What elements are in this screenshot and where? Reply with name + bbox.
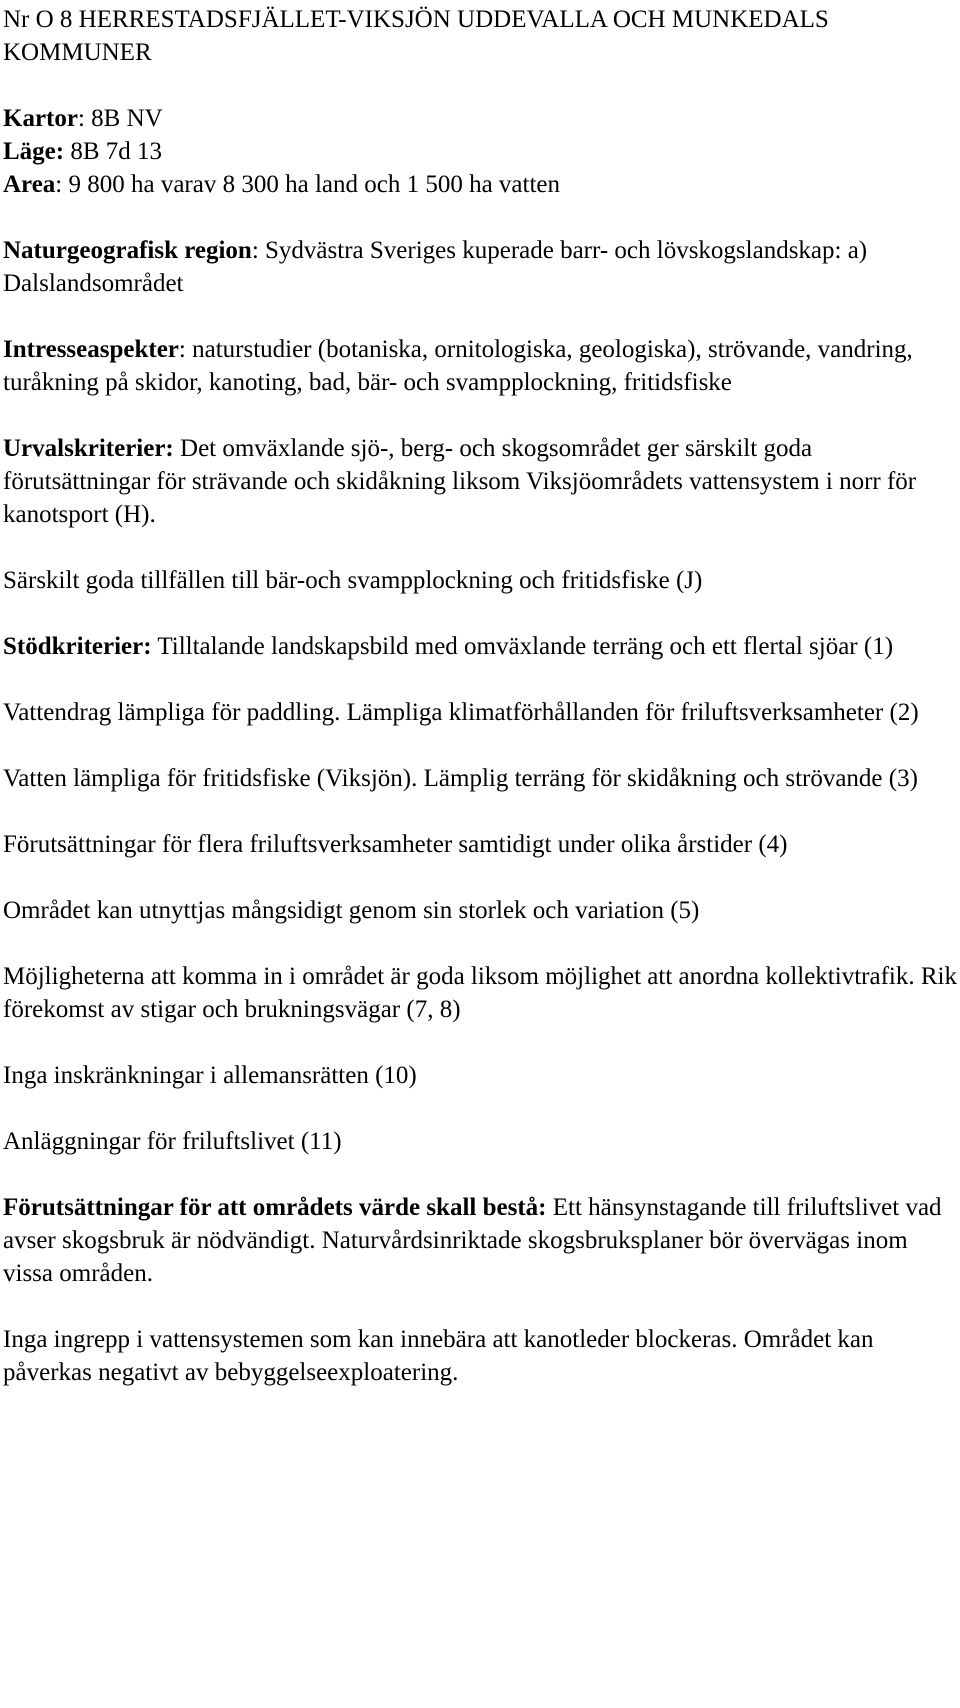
paragraph: Vattendrag lämpliga för paddling. Lämpliga klimatförhållanden för friluftsverksamheter (2)	[3, 699, 919, 726]
paragraph: Anläggningar för friluftslivet (11)	[3, 1128, 342, 1155]
paragraph: Möjligheterna att komma in i området är goda liksom möjlighet att anordna kollektivtrafik. Rik förekomst av stigar och brukningsvägar (7, 8)	[3, 963, 957, 1023]
kartor-line	[3, 102, 958, 135]
paragraph: Förutsättningar för flera friluftsverksamheter samtidigt under olika årstider (4)	[3, 831, 788, 858]
intresse-label: Intresseaspekter	[3, 336, 179, 363]
kartor-label: Kartor	[3, 105, 78, 132]
lage-line	[3, 135, 958, 168]
stod-paragraph	[3, 630, 958, 663]
paragraph: Inga inskränkningar i allemansrätten (10)	[3, 1062, 417, 1089]
meta-block	[3, 102, 958, 201]
area-line	[3, 168, 958, 201]
forutsattningar-value: Ett hänsynstagande till friluftslivet vad avser skogsbruk är nödvändigt. Naturvårdsinriktade skogsbruksplaner bör övervägas inom vissa områden.	[3, 1194, 942, 1287]
region-paragraph	[3, 234, 958, 300]
region-value: : Sydvästra Sveriges kuperade barr- och lövskogslandskap: a) Dalslandsområdet	[3, 237, 868, 297]
document-title: Nr O 8 HERRESTADSFJÄLLET-VIKSJÖN UDDEVALLA OCH MUNKEDALS KOMMUNER	[3, 6, 829, 66]
kartor-value: : 8B NV	[77, 105, 163, 132]
forutsattningar-label: Förutsättningar för att områdets värde skall bestå:	[3, 1194, 547, 1221]
urval-paragraph	[3, 432, 958, 531]
region-label: Naturgeografisk region	[3, 237, 252, 264]
document-page	[3, 3, 958, 1422]
sarskilt-paragraph: Särskilt goda tillfällen till bär-och svampplockning och fritidsfiske (J)	[3, 567, 703, 594]
intresse-value: : naturstudier (botaniska, ornitologiska, geologiska), strövande, vandring, turåkning på skidor, kanoting, bad, bär- och svampplockning, fritidsfiske	[3, 336, 913, 396]
last-paragraph: Inga ingrepp i vattensystemen som kan innebära att kanotleder blockeras. Området kan påverkas negativt av bebyggelseexploatering.	[3, 1326, 874, 1386]
lage-value: 8B 7d 13	[64, 138, 163, 165]
area-value: : 9 800 ha varav 8 300 ha land och 1 500 ha vatten	[55, 171, 561, 198]
area-label: Area	[3, 171, 56, 198]
lage-label: Läge:	[3, 138, 65, 165]
paragraph: Vatten lämpliga för fritidsfiske (Viksjön). Lämplig terräng för skidåkning och strövande (3)	[3, 765, 918, 792]
forutsattningar-paragraph	[3, 1191, 958, 1290]
urval-value: Det omväxlande sjö-, berg- och skogsområdet ger särskilt goda förutsättningar för strävande och skidåkning liksom Viksjöområdets vattensystem i norr för kanotsport (H).	[3, 435, 917, 528]
intresse-paragraph	[3, 333, 958, 399]
paragraph: Området kan utnyttjas mångsidigt genom sin storlek och variation (5)	[3, 897, 700, 924]
stod-value: Tilltalande landskapsbild med omväxlande terräng och ett flertal sjöar (1)	[151, 633, 894, 660]
stod-label: Stödkriterier:	[3, 633, 152, 660]
urval-label: Urvalskriterier:	[3, 435, 174, 462]
